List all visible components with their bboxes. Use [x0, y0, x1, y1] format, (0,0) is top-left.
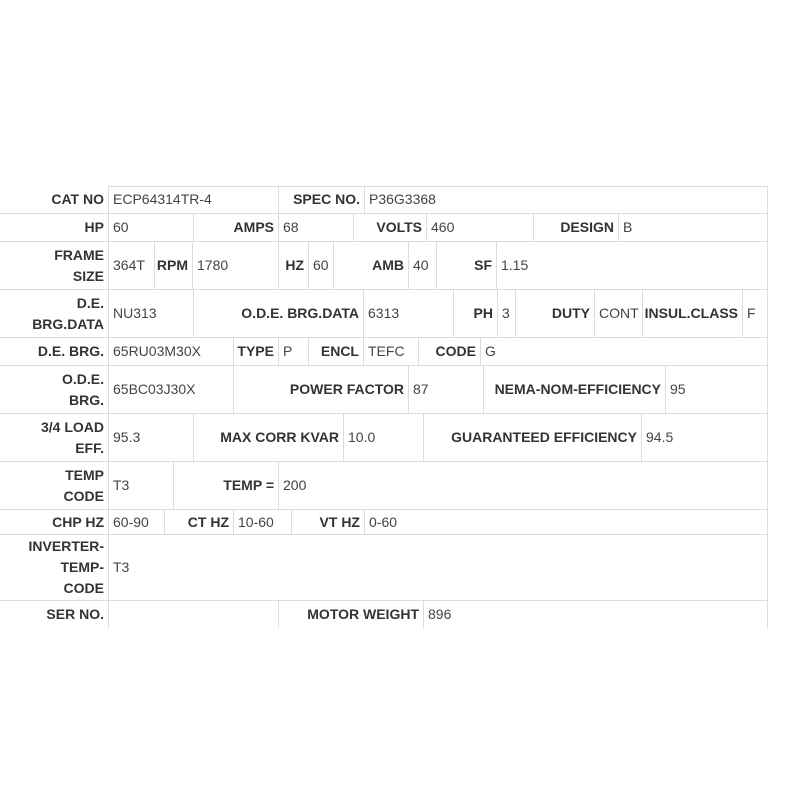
ode-brg-label-line-1: O.D.E.: [61, 370, 104, 387]
motor-weight-label: MOTOR WEIGHT: [307, 606, 419, 622]
amps-label: AMPS: [233, 219, 274, 235]
chp-hz-label: CHP HZ: [52, 513, 104, 530]
hz-label: HZ: [285, 257, 304, 273]
volts-value: 460: [431, 219, 455, 235]
row-hp: [0, 214, 768, 242]
insul-class-label: INSUL.CLASS: [644, 305, 738, 321]
design-value: B: [623, 219, 633, 235]
ph-value: 3: [502, 305, 510, 321]
guaranteed-efficiency-value: 94.5: [646, 429, 674, 445]
de-brg-data-value: NU313: [113, 305, 157, 321]
ode-brg-data-label: O.D.E. BRG.DATA: [241, 305, 359, 321]
row-temp-code: [0, 462, 768, 510]
load-eff-label-line-1: 3/4 LOAD: [40, 418, 104, 435]
duty-value: CONT: [599, 305, 639, 321]
max-corr-kvar-label: MAX CORR KVAR: [220, 429, 339, 445]
row-cat-no: [0, 186, 768, 214]
hp-label: HP: [84, 219, 104, 235]
ser-no-label: SER NO.: [46, 606, 104, 622]
row-load-eff: [0, 414, 768, 462]
nameplate-viewport: [0, 186, 800, 622]
spec-no-value: P36G3368: [369, 191, 436, 207]
row-de-brg: [0, 338, 768, 366]
de-brg-data-label: [0, 290, 108, 337]
duty-label: DUTY: [551, 305, 590, 321]
chp-hz-value: 60-90: [113, 513, 149, 530]
amps-value: 68: [283, 219, 299, 235]
row-inverter-temp-code: [0, 535, 768, 601]
rpm-label: RPM: [156, 257, 188, 273]
amb-value: 40: [413, 257, 429, 273]
inverter-temp-code-label-line-1: INVERTER-: [28, 538, 104, 554]
amb-label: AMB: [372, 257, 404, 273]
row-ode-brg: [0, 366, 768, 414]
type-label: TYPE: [237, 343, 274, 359]
temp-code-label: [0, 462, 108, 509]
temp-label: TEMP =: [223, 477, 274, 493]
hz-value: 60: [313, 257, 329, 273]
cat-no-value: ECP64314TR-4: [113, 191, 212, 207]
ode-brg-value: 65BC03J30X: [113, 381, 196, 397]
ph-label: PH: [473, 305, 493, 321]
ode-brg-label-line-2: BRG.: [69, 391, 104, 408]
de-brg-data-label-line-1: D.E.: [76, 294, 104, 311]
temp-value: 200: [283, 477, 307, 493]
spec-no-label: SPEC NO.: [293, 191, 360, 207]
nema-nom-efficiency-value: 95: [670, 381, 686, 397]
ode-brg-label: [0, 366, 108, 413]
row-de-brg-data: [0, 290, 768, 338]
temp-code-label-line-2: CODE: [63, 487, 104, 504]
temp-code-label-line-1: TEMP: [65, 466, 104, 483]
nema-nom-efficiency-label: NEMA-NOM-EFFICIENCY: [494, 381, 661, 397]
power-factor-label: POWER FACTOR: [289, 381, 404, 397]
vt-hz-label: VT HZ: [319, 513, 360, 530]
encl-value: TEFC: [368, 343, 405, 359]
encl-label: ENCL: [320, 343, 359, 359]
temp-code-value: T3: [113, 477, 130, 493]
type-value: P: [283, 343, 293, 359]
ct-hz-label: CT HZ: [187, 513, 229, 530]
frame-size-label-line-1: FRAME: [54, 246, 104, 263]
frame-size-label: [0, 242, 108, 289]
motor-weight-value: 896: [428, 606, 452, 622]
frame-size-label-line-2: SIZE: [72, 267, 104, 284]
load-eff-value: 95.3: [113, 429, 141, 445]
inverter-temp-code-label: [0, 535, 108, 600]
sf-value: 1.15: [501, 257, 529, 273]
inverter-temp-code-label-line-2: TEMP-: [60, 559, 104, 575]
design-label: DESIGN: [560, 219, 614, 235]
de-brg-value: 65RU03M30X: [113, 343, 201, 359]
de-brg-data-label-line-2: BRG.DATA: [32, 315, 104, 332]
vt-hz-value: 0-60: [369, 513, 398, 530]
inverter-temp-code-label-line-3: CODE: [63, 580, 104, 596]
ode-brg-data-value: 6313: [368, 305, 400, 321]
row-ser-no: [0, 601, 768, 628]
code-label: CODE: [435, 343, 476, 359]
cat-no-label: CAT NO: [51, 191, 104, 207]
insul-class-value: F: [747, 305, 756, 321]
ct-hz-value: 10-60: [238, 513, 274, 530]
frame-size-value: 364T: [113, 257, 145, 273]
row-frame-size: [0, 242, 768, 290]
max-corr-kvar-value: 10.0: [348, 429, 376, 445]
inverter-temp-code-value: T3: [113, 559, 130, 575]
row-chp-hz: [0, 510, 768, 535]
volts-label: VOLTS: [376, 219, 422, 235]
sf-label: SF: [474, 257, 492, 273]
hp-value: 60: [113, 219, 129, 235]
de-brg-label: D.E. BRG.: [37, 343, 104, 359]
guaranteed-efficiency-label: GUARANTEED EFFICIENCY: [451, 429, 637, 445]
rpm-value: 1780: [197, 257, 229, 273]
code-value: G: [485, 343, 496, 359]
load-eff-label: [0, 414, 108, 461]
power-factor-value: 87: [413, 381, 429, 397]
load-eff-label-line-2: EFF.: [75, 439, 104, 456]
